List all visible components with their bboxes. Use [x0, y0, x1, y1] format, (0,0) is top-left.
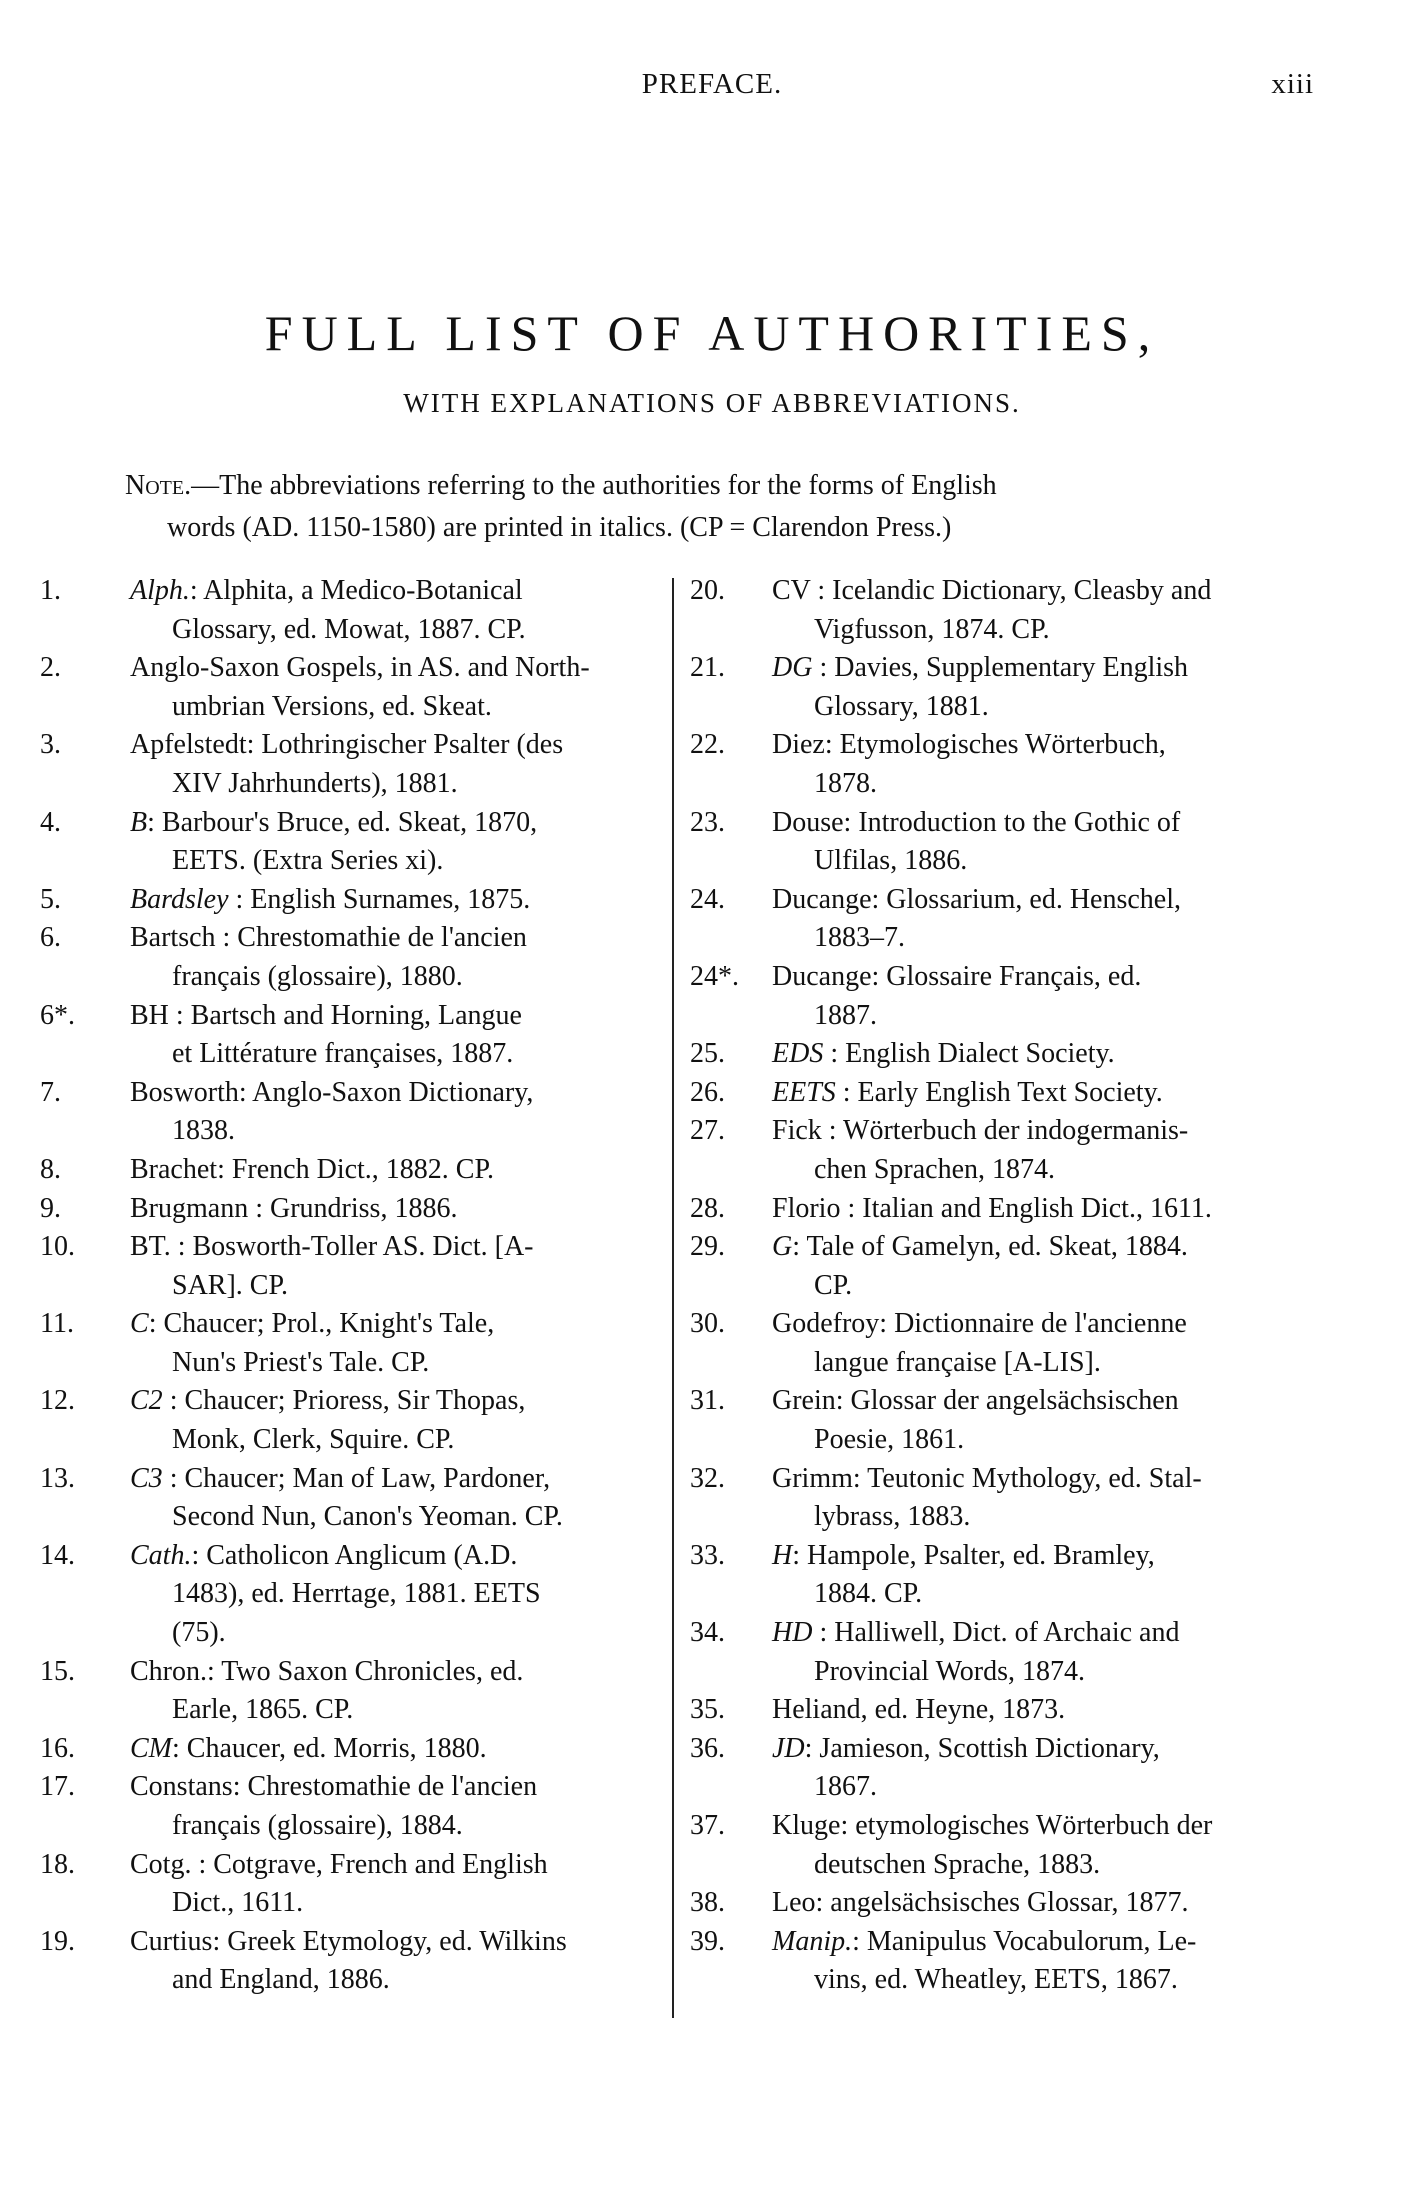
entry-description: : Glossaire Français, ed. — [871, 960, 1142, 992]
entry-abbreviation: Kluge — [772, 1810, 841, 1841]
entry-abbreviation: CV — [772, 575, 811, 606]
authority-entry — [690, 1382, 1302, 1459]
authority-entry — [40, 1074, 670, 1151]
entry-first-line — [772, 1540, 1155, 1571]
entry-continuation-line: langue française [A-LIS]. — [814, 1346, 1101, 1378]
authority-entry — [690, 1923, 1302, 2000]
authority-entry — [40, 1846, 670, 1923]
entry-continuation-line: SAR]. CP. — [172, 1269, 288, 1301]
entry-first-line — [130, 575, 523, 606]
main-title: FULL LIST OF AUTHORITIES, — [264, 304, 1160, 361]
entry-abbreviation: Apfelstedt — [130, 729, 247, 761]
entry-first-line — [130, 1463, 550, 1494]
entry-first-line — [130, 1193, 457, 1224]
entry-abbreviation: Leo — [772, 1887, 816, 1919]
authority-entry — [40, 804, 670, 881]
entry-continuation-line: 1838. — [172, 1115, 235, 1147]
entry-number: 1. — [40, 575, 61, 606]
entry-continuation-line: français (glossaire), 1884. — [172, 1810, 463, 1841]
entry-description: : Halliwell, Dict. of Archaic and — [812, 1617, 1180, 1649]
authority-entry — [40, 1460, 670, 1537]
entry-abbreviation: Grein — [772, 1385, 836, 1417]
entry-first-line — [130, 922, 527, 953]
authority-entry — [690, 1691, 1302, 1730]
authority-entry — [690, 1807, 1302, 1884]
entry-description: : English Dialect Society. — [823, 1038, 1115, 1070]
running-head — [0, 68, 1424, 108]
entry-number: 32. — [690, 1462, 725, 1494]
entry-continuation-line: Provincial Words, 1874. — [814, 1655, 1085, 1687]
entry-first-line — [772, 1733, 1160, 1764]
entry-abbreviation: B — [130, 806, 148, 838]
entry-first-line — [130, 1154, 494, 1185]
entry-continuation-line: Glossary, ed. Mowat, 1887. CP. — [172, 613, 526, 645]
entry-continuation-line: Nun's Priest's Tale. CP. — [172, 1346, 430, 1378]
entry-abbreviation: H — [772, 1539, 793, 1571]
entry-abbreviation: Cotg. — [130, 1848, 192, 1880]
entry-continuation-line: EETS. (Extra Series xi). — [172, 845, 444, 877]
authority-entry — [690, 1614, 1302, 1691]
entry-first-line — [772, 1193, 1212, 1224]
entry-first-line — [772, 1308, 1187, 1339]
entry-first-line — [772, 652, 1188, 683]
entry-number: 36. — [690, 1732, 725, 1764]
entry-number: 14. — [40, 1539, 75, 1571]
entry-number: 19. — [40, 1925, 75, 1957]
entry-first-line — [130, 1231, 534, 1262]
authority-entry — [40, 1768, 670, 1845]
entry-continuation-line: et Littérature françaises, 1887. — [172, 1038, 514, 1070]
entry-description: : Italian and English Dict., 1611. — [840, 1192, 1212, 1224]
entry-first-line — [772, 1115, 1188, 1146]
entry-number: 22. — [690, 729, 725, 761]
entry-first-line — [772, 1887, 1188, 1918]
authority-entry — [690, 958, 1302, 1035]
entry-abbreviation: Cath. — [130, 1539, 192, 1571]
entry-number: 35. — [690, 1694, 725, 1726]
entry-abbreviation: Grimm — [772, 1462, 853, 1494]
entry-continuation-line: Ulfilas, 1886. — [814, 845, 968, 877]
authority-entry — [690, 1112, 1302, 1189]
entry-abbreviation: Bosworth — [130, 1076, 239, 1108]
entry-continuation-line: 1878. — [814, 767, 877, 799]
entry-description: : Anglo-Saxon Dictionary, — [238, 1076, 534, 1108]
entry-description: : Catholicon Anglicum (A.D. — [191, 1539, 518, 1571]
entry-continuation-line: Poesie, 1861. — [814, 1424, 965, 1456]
entry-description: : Teutonic Mythology, ed. Stal- — [852, 1462, 1202, 1494]
entry-abbreviation: BH — [130, 999, 169, 1031]
entry-description: : Introduction to the Gothic of — [843, 806, 1181, 838]
entry-description: : Early English Text Society. — [835, 1076, 1163, 1108]
entry-number: 6. — [40, 922, 61, 954]
entry-abbreviation: G — [772, 1231, 793, 1263]
authority-entry — [40, 1653, 670, 1730]
entry-number: 8. — [40, 1153, 61, 1185]
entry-description: : Lothringischer Psalter (des — [246, 729, 564, 761]
entry-number: 12. — [40, 1385, 75, 1417]
entry-abbreviation: Brugmann — [130, 1192, 249, 1224]
entry-first-line — [130, 1308, 494, 1339]
entry-continuation-line: Dict., 1611. — [172, 1887, 304, 1919]
entry-number: 24*. — [690, 960, 739, 992]
entry-description: : Chaucer; Prol., Knight's Tale, — [148, 1308, 495, 1340]
authority-entry — [690, 1074, 1302, 1113]
note-label: Note. — [125, 470, 192, 501]
entry-description: : Chaucer; Man of Law, Pardoner, — [162, 1462, 551, 1494]
entry-continuation-line: Second Nun, Canon's Yeoman. CP. — [172, 1501, 563, 1533]
authorities-left-column — [40, 572, 670, 2000]
authority-entry — [40, 919, 670, 996]
entry-continuation-line: lybrass, 1883. — [814, 1501, 971, 1533]
entry-abbreviation: Manip. — [772, 1925, 853, 1957]
authority-entry — [690, 1228, 1302, 1305]
entry-first-line — [130, 1000, 522, 1031]
entry-continuation-line: Monk, Clerk, Squire. CP. — [172, 1424, 455, 1456]
entry-number: 7. — [40, 1076, 61, 1108]
entry-description: : Chaucer; Prioress, Sir Thopas, — [162, 1385, 526, 1417]
entry-continuation-line: 1867. — [814, 1771, 877, 1803]
authorities-right-column — [690, 572, 1302, 2000]
entry-first-line — [772, 1231, 1188, 1262]
entry-description: : Wörterbuch der indogermanis- — [821, 1115, 1189, 1147]
running-title: PREFACE. — [641, 68, 783, 100]
entry-number: 4. — [40, 806, 61, 838]
entry-abbreviation: EDS — [772, 1038, 824, 1070]
entry-continuation-line: CP. — [814, 1269, 853, 1301]
entry-continuation-line: Vigfusson, 1874. CP. — [814, 613, 1050, 645]
entry-number: 28. — [690, 1192, 725, 1224]
authority-entry — [40, 572, 670, 649]
entry-abbreviation: Brachet — [130, 1153, 218, 1185]
entry-number: 26. — [690, 1076, 725, 1108]
entry-abbreviation: Bardsley — [130, 883, 229, 915]
entry-abbreviation: Alph. — [130, 575, 190, 606]
entry-number: 38. — [690, 1887, 725, 1919]
entry-first-line — [772, 807, 1180, 838]
entry-first-line — [772, 1810, 1212, 1841]
entry-first-line — [772, 729, 1166, 760]
entry-continuation-line: français (glossaire), 1880. — [172, 960, 463, 992]
entry-first-line — [130, 652, 590, 683]
entry-number: 16. — [40, 1732, 75, 1764]
entry-abbreviation: EETS — [772, 1076, 836, 1108]
entry-continuation-line: 1483), ed. Herrtage, 1881. EETS — [172, 1578, 541, 1610]
entry-abbreviation: C — [130, 1308, 149, 1340]
entry-description: : Bosworth-Toller AS. Dict. [A- — [170, 1231, 534, 1263]
entry-first-line — [130, 1540, 517, 1571]
entry-first-line — [130, 807, 537, 838]
entry-number: 17. — [40, 1771, 75, 1803]
entry-abbreviation: C2 — [130, 1385, 163, 1417]
entry-number: 39. — [690, 1925, 725, 1957]
entry-first-line — [130, 1926, 567, 1957]
entry-description: : French Dict., 1882. CP. — [217, 1153, 494, 1185]
entry-number: 6*. — [40, 999, 75, 1031]
entry-description: : Chaucer, ed. Morris, 1880. — [172, 1732, 487, 1764]
entry-abbreviation: Florio — [772, 1192, 841, 1224]
entry-first-line — [772, 1694, 1065, 1725]
authority-entry — [40, 1228, 670, 1305]
authority-entry — [690, 804, 1302, 881]
entry-continuation-line: and England, 1886. — [172, 1964, 390, 1996]
entry-first-line — [130, 729, 563, 760]
entry-description: : Etymologisches Wörterbuch, — [824, 729, 1166, 761]
entry-description: : Dictionnaire de l'ancienne — [879, 1308, 1187, 1340]
entry-abbreviation: Chron. — [130, 1655, 207, 1687]
entry-description: : Grundriss, 1886. — [248, 1192, 458, 1224]
entry-abbreviation: Diez — [772, 729, 825, 761]
entry-number: 11. — [40, 1308, 74, 1340]
entry-abbreviation: BT. — [130, 1231, 171, 1263]
authority-entry — [40, 1190, 670, 1229]
authority-entry — [690, 1190, 1302, 1229]
entry-description: : Icelandic Dictionary, Cleasby and — [810, 575, 1212, 606]
entry-first-line — [772, 1077, 1163, 1108]
entry-continuation-line: 1884. CP. — [814, 1578, 923, 1610]
entry-first-line — [772, 961, 1141, 992]
authority-entry — [40, 1382, 670, 1459]
entry-abbreviation: Heliand — [772, 1694, 861, 1726]
note-paragraph — [125, 465, 1235, 549]
entry-number: 9. — [40, 1192, 61, 1224]
entry-description: : Chrestomathie de l'ancien — [215, 922, 527, 954]
subtitle: WITH EXPLANATIONS OF ABBREVIATIONS. — [403, 388, 1021, 418]
authority-entry — [690, 1035, 1302, 1074]
entry-continuation-line: deutschen Sprache, 1883. — [814, 1848, 1101, 1880]
authority-entry — [690, 1884, 1302, 1923]
authority-entry — [40, 649, 670, 726]
entry-first-line — [772, 884, 1181, 915]
entry-description: : Cotgrave, French and English — [191, 1848, 548, 1880]
entry-first-line — [130, 884, 530, 915]
entry-description: : etymologisches Wörterbuch der — [840, 1810, 1213, 1841]
entry-number: 2. — [40, 652, 61, 684]
entry-number: 15. — [40, 1655, 75, 1687]
authority-entry — [40, 881, 670, 920]
entry-continuation-line: (75). — [172, 1617, 226, 1649]
entry-continuation-line: chen Sprachen, 1874. — [814, 1153, 1056, 1185]
entry-description: : Tale of Gamelyn, ed. Skeat, 1884. — [792, 1231, 1188, 1263]
authority-entry — [40, 997, 670, 1074]
entry-number: 20. — [690, 575, 725, 606]
entry-continuation-line: XIV Jahrhunderts), 1881. — [172, 767, 458, 799]
entry-number: 34. — [690, 1617, 725, 1649]
entry-description: : Chrestomathie de l'ancien — [232, 1771, 538, 1803]
entry-number: 18. — [40, 1848, 75, 1880]
authority-entry — [40, 1537, 670, 1653]
entry-first-line — [130, 1771, 537, 1802]
entry-description: : English Surnames, 1875. — [228, 883, 531, 915]
entry-number: 37. — [690, 1810, 725, 1841]
column-divider — [672, 578, 674, 2018]
entry-description: : Barbour's Bruce, ed. Skeat, 1870, — [147, 806, 538, 838]
authority-entry — [40, 1923, 670, 2000]
entry-abbreviation: DG — [772, 652, 813, 684]
entry-number: 13. — [40, 1462, 75, 1494]
page-number: xiii — [1271, 68, 1314, 100]
entry-first-line — [772, 575, 1211, 606]
authority-entry — [40, 1730, 670, 1769]
entry-description: : Two Saxon Chronicles, ed. — [207, 1655, 524, 1687]
entry-number: 23. — [690, 806, 725, 838]
entry-description: : Glossar der angelsächsischen — [835, 1385, 1179, 1417]
note-line-1: —The abbreviations referring to the authorities for the forms of English — [191, 470, 997, 501]
authority-entry — [690, 881, 1302, 958]
entry-continuation-line: Glossary, 1881. — [814, 690, 989, 722]
authority-entry — [690, 1730, 1302, 1807]
entry-number: 25. — [690, 1038, 725, 1070]
entry-number: 21. — [690, 652, 725, 684]
entry-number: 31. — [690, 1385, 725, 1417]
entry-abbreviation: Bartsch — [130, 922, 216, 954]
entry-continuation-line: umbrian Versions, ed. Skeat. — [172, 690, 492, 722]
authority-entry — [690, 649, 1302, 726]
entry-first-line — [772, 1617, 1179, 1648]
entry-first-line — [130, 1733, 487, 1764]
entry-description: : Hampole, Psalter, ed. Bramley, — [792, 1539, 1155, 1571]
authority-entry — [690, 1537, 1302, 1614]
entry-description: : angelsächsisches Glossar, 1877. — [815, 1887, 1189, 1919]
entry-continuation-line: 1883–7. — [814, 922, 905, 954]
entry-abbreviation: Godefroy — [772, 1308, 880, 1340]
entry-continuation-line: 1887. — [814, 999, 877, 1031]
entry-number: 27. — [690, 1115, 725, 1147]
entry-first-line — [772, 1385, 1179, 1416]
entry-abbreviation: Douse — [772, 806, 844, 838]
authority-entry — [690, 1305, 1302, 1382]
entry-abbreviation: HD — [772, 1617, 813, 1649]
entry-abbreviation: CM — [130, 1732, 172, 1764]
entry-continuation-line: Earle, 1865. CP. — [172, 1694, 354, 1726]
entry-first-line — [772, 1926, 1196, 1957]
entry-abbreviation: Fick — [772, 1115, 822, 1147]
entry-abbreviation: C3 — [130, 1462, 163, 1494]
entry-description: , ed. Heyne, 1873. — [860, 1694, 1066, 1726]
entry-description: Anglo-Saxon Gospels, in AS. and North- — [130, 652, 590, 684]
entry-number: 30. — [690, 1308, 725, 1340]
entry-description: : Alphita, a Medico-Botanical — [189, 575, 523, 606]
entry-first-line — [130, 1385, 525, 1416]
entry-description: : Manipulus Vocabulorum, Le- — [852, 1925, 1197, 1957]
entry-abbreviation: Constans — [130, 1771, 233, 1803]
entry-abbreviation: Ducange — [772, 960, 872, 992]
entry-abbreviation: Curtius — [130, 1925, 213, 1957]
entry-description: : Davies, Supplementary English — [812, 652, 1189, 684]
authority-entry — [40, 726, 670, 803]
authority-entry — [690, 726, 1302, 803]
entry-first-line — [130, 1656, 523, 1687]
entry-abbreviation: JD — [772, 1732, 805, 1764]
authority-entry — [40, 1305, 670, 1382]
entry-first-line — [130, 1849, 548, 1880]
authority-entry — [690, 572, 1302, 649]
entry-number: 24. — [690, 883, 725, 915]
entry-number: 5. — [40, 883, 61, 915]
authority-entry — [690, 1460, 1302, 1537]
entry-description: : Greek Etymology, ed. Wilkins — [212, 1925, 567, 1957]
authority-entry — [40, 1151, 670, 1190]
entry-number: 29. — [690, 1231, 725, 1263]
entry-abbreviation: Ducange — [772, 883, 872, 915]
entry-description: : Glossarium, ed. Henschel, — [871, 883, 1182, 915]
entry-continuation-line: vins, ed. Wheatley, EETS, 1867. — [814, 1964, 1178, 1996]
entry-number: 33. — [690, 1539, 725, 1571]
entry-description: : Jamieson, Scottish Dictionary, — [804, 1732, 1160, 1764]
note-line-2: words (AD. 1150-1580) are printed in italics. (CP = Clarendon Press.) — [167, 512, 952, 543]
entry-description: : Bartsch and Horning, Langue — [168, 999, 522, 1031]
entry-number: 10. — [40, 1231, 75, 1263]
entry-first-line — [772, 1463, 1202, 1494]
entry-number: 3. — [40, 729, 61, 761]
entry-first-line — [130, 1077, 533, 1108]
entry-first-line — [772, 1038, 1115, 1069]
